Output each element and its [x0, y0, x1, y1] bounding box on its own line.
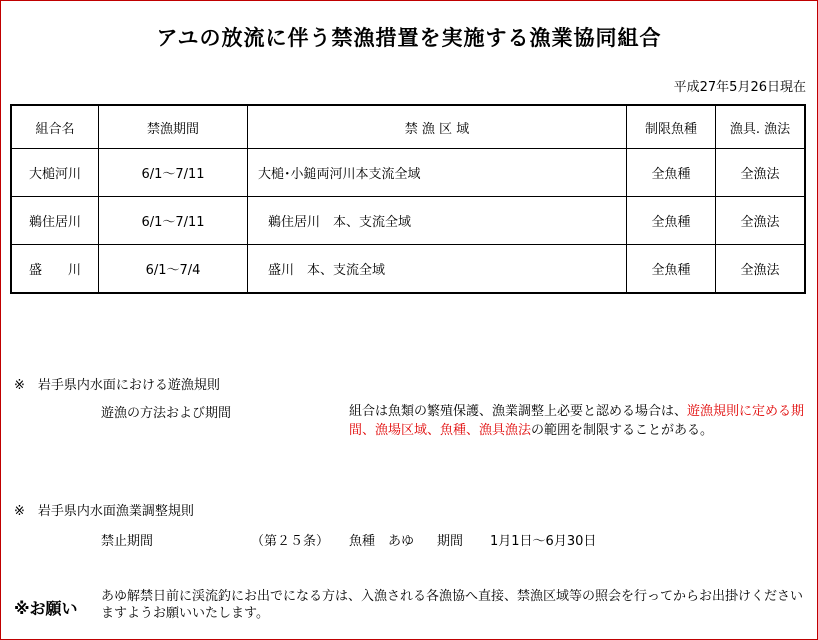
desc-text: 組合は魚類の繁殖保護、漁業調整上必要と認める場合は、	[349, 404, 688, 419]
col-header-period: 禁漁期間	[99, 105, 248, 149]
request-label: ※お願い	[14, 599, 78, 618]
col-header-union: 組合名	[11, 105, 99, 149]
union-name: 大槌河川	[11, 149, 99, 197]
col-header-fish: 制限魚種	[627, 105, 716, 149]
note-fishing-rules-subheading: 遊漁の方法および期間	[101, 406, 232, 421]
restricted-method: 全漁法	[716, 197, 806, 245]
table-row	[11, 245, 805, 294]
col-header-method: 漁具. 漁法	[716, 105, 806, 149]
closure-period: 6/1～7/4	[99, 245, 248, 294]
restricted-method: 全漁法	[716, 245, 806, 294]
table-row	[11, 197, 805, 245]
page-title: アユの放流に伴う禁漁措置を実施する漁業協同組合	[156, 26, 662, 50]
desc-text-end: の範囲を制限することがある。	[531, 423, 714, 438]
union-name: 鵜住居川	[11, 197, 99, 245]
restricted-method: 全漁法	[716, 149, 806, 197]
as-of-date: 平成27年5月26日現在	[673, 80, 806, 95]
note-regulation-heading: ※ 岩手県内水面漁業調整規則	[14, 504, 194, 519]
union-name: 盛 川	[11, 245, 99, 294]
article-reference: （第２５条）	[251, 534, 330, 549]
closure-period: 6/1～7/11	[99, 149, 248, 197]
col-header-area: 禁 漁 区 域	[248, 105, 627, 149]
note-fishing-rules-heading: ※ 岩手県内水面における遊漁規則	[14, 378, 220, 393]
restricted-fish: 全魚種	[627, 245, 716, 294]
closure-period: 6/1～7/11	[99, 197, 248, 245]
request-text: あゆ解禁日前に渓流釣にお出でになる方は、入漁される各漁協へ直接、禁漁区域等の照会を行ってからお出掛けくださいますようお願いいたします。	[101, 589, 804, 621]
closure-area: 大槌･小鎚両河川本支流全域	[248, 149, 627, 197]
desc-emphasis: 遊漁規則に定める期間、漁場区域、魚種、漁具漁法	[349, 404, 805, 438]
prohibited-period: 1月1日～6月30日	[490, 534, 597, 549]
restricted-fish: 全魚種	[627, 197, 716, 245]
closure-table	[10, 104, 806, 294]
prohibited-period-label: 禁止期間	[101, 534, 154, 549]
closure-area: 盛川 本、支流全域	[248, 245, 627, 294]
restricted-fish: 全魚種	[627, 149, 716, 197]
note-fishing-rules-description	[349, 402, 809, 440]
table-row	[11, 149, 805, 197]
closure-area: 鵜住居川 本、支流全域	[248, 197, 627, 245]
period-label: 期間	[437, 534, 464, 549]
species: 魚種 あゆ	[349, 534, 415, 549]
table-header-row	[11, 105, 805, 149]
